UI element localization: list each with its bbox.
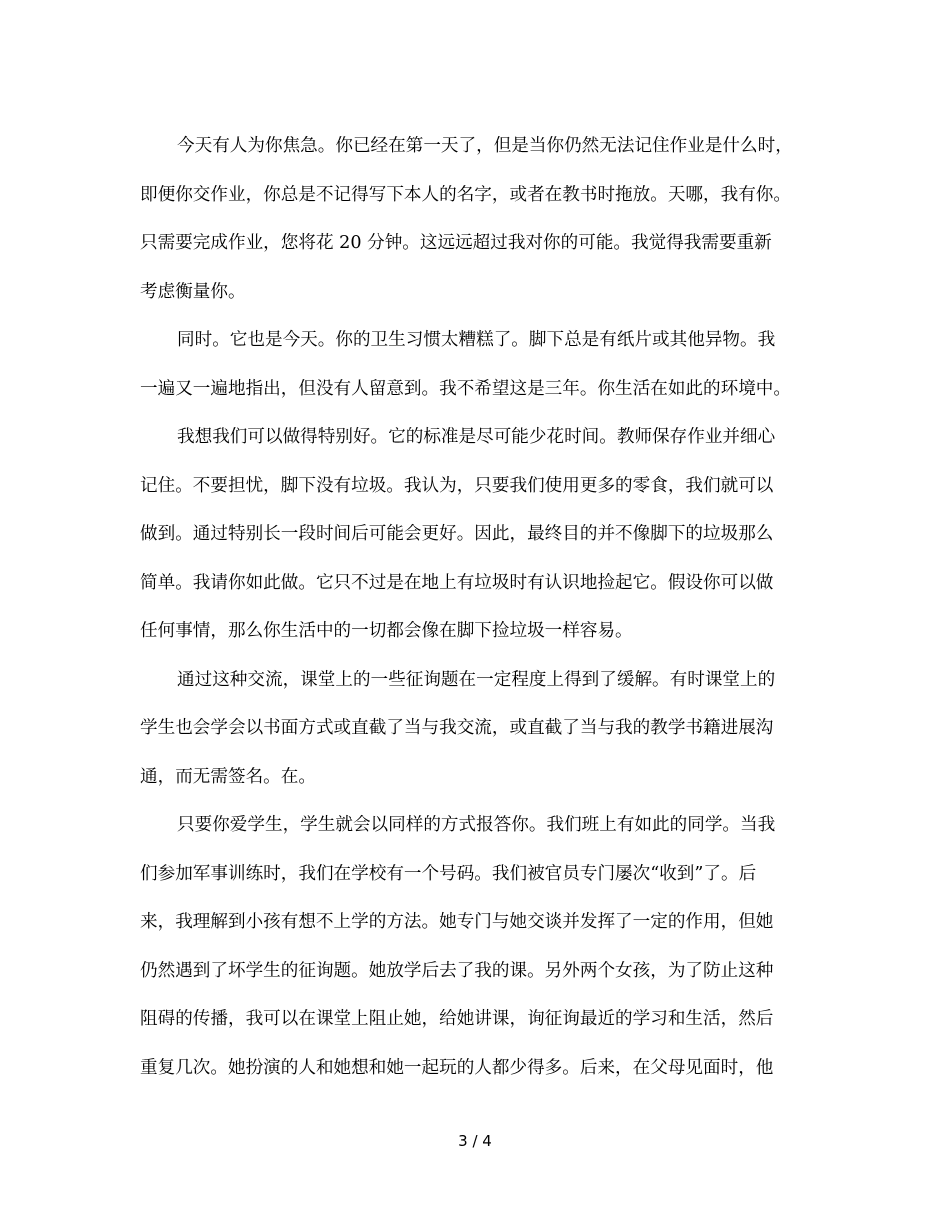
text-line: 任何事情，那么你生活中的一切都会像在脚下捡垃圾一样容易。 bbox=[140, 621, 633, 641]
text-line: 通，而无需签名。在。 bbox=[140, 766, 316, 787]
paragraph-first-line: 同时。它也是今天。你的卫生习惯太糟糕了。脚下总是有纸片或其他异物。我 bbox=[177, 330, 776, 350]
text-line: 重复几次。她扮演的人和她想和她一起玩的人都少得多。后来，在父母见面时，他 bbox=[140, 1057, 774, 1078]
paragraph-first-line: 只要你爱学生，学生就会以同样的方式报答你。我们班上有如此的同学。当我 bbox=[177, 815, 776, 835]
text-line: 仍然遇到了坏学生的征询题。她放学后去了我的课。另外两个女孩，为了防止这种 bbox=[140, 960, 774, 981]
text-line: 阻碍的传播，我可以在课堂上阻止她，给她讲课，询征询最近的学习和生活，然后 bbox=[140, 1009, 774, 1029]
paragraph-first-line: 今天有人为你焦急。你已经在第一天了，但是当你仍然无法记住作业是什么时， bbox=[177, 136, 793, 156]
text-line: 考虑衡量你。 bbox=[140, 281, 246, 302]
text-line: 即便你交作业，你总是不记得写下本人的名字，或者在教书时拖放。天哪，我有你。 bbox=[140, 184, 791, 205]
text-line: 简单。我请你如此做。它只不过是在地上有垃圾时有认识地捡起它。假设你可以做 bbox=[140, 572, 774, 593]
paragraph-first-line: 我想我们可以做得特别好。它的标准是尽可能少花时间。教师保存作业并细心 bbox=[177, 427, 776, 447]
page-number: 3 / 4 bbox=[458, 1132, 492, 1150]
body-text bbox=[140, 122, 812, 1092]
text-line: 只需要完成作业，您将花 20 分钟。这远远超过我对你的可能。我觉得我需要重新 bbox=[140, 233, 772, 253]
text-line: 记住。不要担忧，脚下没有垃圾。我认为，只要我们使用更多的零食，我们就可以 bbox=[140, 475, 774, 496]
text-line: 一遍又一遍地指出，但没有人留意到。我不希望这是三年。你生活在如此的环境中。 bbox=[140, 378, 791, 399]
text-line: 做到。通过特别长一段时间后可能会更好。因此，最终目的并不像脚下的垃圾那么 bbox=[140, 524, 774, 544]
text-line: 学生也会学会以书面方式或直截了当与我交流，或直截了当与我的教学书籍进展沟 bbox=[140, 718, 774, 738]
text-line: 来，我理解到小孩有想不上学的方法。她专门与她交谈并发挥了一定的作用，但她 bbox=[140, 912, 774, 932]
paragraph-first-line: 通过这种交流，课堂上的一些征询题在一定程度上得到了缓解。有时课堂上的 bbox=[177, 669, 776, 690]
text-line: 们参加军事训练时，我们在学校有一个号码。我们被官员专门屡次“收到”了。后 bbox=[140, 863, 757, 884]
